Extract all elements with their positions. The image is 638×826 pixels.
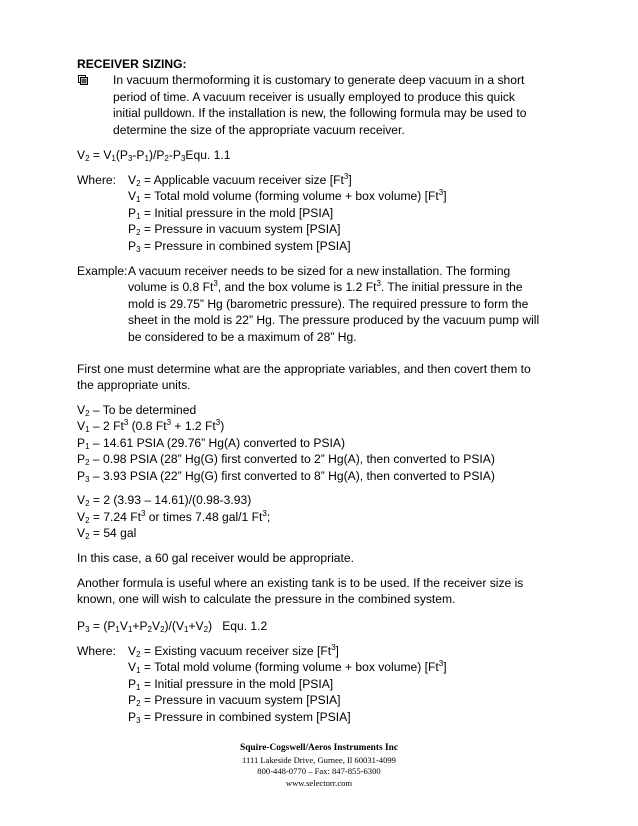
definition-line: $P_2$ = Pressure in vacuum system [PSIA] <box>128 222 341 237</box>
intro-line: In vacuum thermoforming it is customary to generate deep vacuum in a short <box>113 73 525 87</box>
intro-line: period of time. A vacuum receiver is usually employed to produce this quick <box>113 90 515 104</box>
where-label: Where: <box>77 173 116 187</box>
example-line: be considered to be a maximum of 28” Hg. <box>128 330 357 344</box>
definition-line: $P_3$ = Pressure in combined system [PSIA] <box>128 239 351 254</box>
footer-address: 1111 Lakeside Drive, Gurnee, Il 60031-4099 <box>242 754 396 765</box>
footer-company: Squire-Cogswell/Aeros Instruments Inc <box>240 743 398 753</box>
definition-line: $V_2$ = Existing vacuum receiver size [Ft$^3$] <box>128 643 339 659</box>
definition-line: $V_1$ = Total mold volume (forming volume + box volume) [Ft$^3$] <box>128 659 447 675</box>
variable-line: $P_2 - 0.98$ PSIA (28” Hg(G) first converted to 2” Hg(A), then converted to PSIA) <box>77 452 495 467</box>
calculation-line: $V_2 = 7.24$ Ft$^3$ or times 7.48 gal/1 Ft$^3$; <box>77 509 271 525</box>
definition-line: $V_2$ = Applicable vacuum receiver size [Ft$^3$] <box>128 172 352 188</box>
equation-1-2: $P_3 = (P_1V_1+P_2V_2)/(V_1+V_2)$ Equ. 1.2 <box>77 619 268 634</box>
equation-1-1: $V_2 = V_1(P_3-P_1)/P_2-P_3Equ$. 1.1 <box>77 148 231 163</box>
definition-line: $P_3$ = Pressure in combined system [PSIA] <box>128 710 351 725</box>
variable-line: $P_1 - 14.61$ PSIA (29.76” Hg(A) converted to PSIA) <box>77 436 345 451</box>
variable-line: $V_2$ – To be determined <box>77 403 197 418</box>
example-label: Example: <box>77 264 128 278</box>
definition-line: $P_1$ = Initial pressure in the mold [PSIA] <box>128 206 334 221</box>
paragraph-line: the appropriate units. <box>77 378 191 392</box>
section-heading: RECEIVER SIZING: <box>77 57 187 71</box>
footer-website: www.selectorr.com <box>285 777 353 788</box>
footer <box>0 743 638 789</box>
definition-line: $P_2$ = Pressure in vacuum system [PSIA] <box>128 693 341 708</box>
example-line: sheet in the mold is 22” Hg. The pressure produced by the vacuum pump will <box>128 313 540 327</box>
calculation-line: $V_2 = 54$ gal <box>77 526 137 541</box>
variable-line: $P_3 - 3.93$ PSIA (22” Hg(G) first converted to 8” Hg(A), then converted to PSIA) <box>77 469 495 484</box>
paragraph-line: known, one will wish to calculate the pressure in the combined system. <box>77 592 456 606</box>
checkbox-bullet-icon <box>78 75 88 85</box>
where-label: Where: <box>77 644 116 658</box>
calculation-line: $V_2 = 2$ (3.93 – 14.61)/(0.98-3.93) <box>77 493 252 508</box>
footer-phone: 800-448-0770 – Fax: 847-855-6300 <box>257 766 381 776</box>
example-line: volume is 0.8 Ft$^3$, and the box volume is 1.2 Ft$^3$. The initial pressure in the <box>128 279 523 294</box>
intro-line: initial pulldown. If the installation is new, the following formula may be used to <box>113 106 527 120</box>
example-line: A vacuum receiver needs to be sized for a new installation. The forming <box>128 264 511 278</box>
example-line: mold is 29.75” Hg (barometric pressure). The required pressure to form the <box>128 297 529 311</box>
paragraph-line: First one must determine what are the appropriate variables, and then covert them to <box>77 362 531 376</box>
intro-line: determine the size of the appropriate vacuum receiver. <box>113 123 405 137</box>
variable-line: $V_1 - 2$ Ft$^3$ (0.8 $Ft^3 + 1.2$ Ft$^3$) <box>77 418 225 434</box>
definition-line: $V_1$ = Total mold volume (forming volume + box volume) [Ft$^3$] <box>128 188 447 204</box>
paragraph-line: In this case, a 60 gal receiver would be appropriate. <box>77 551 354 565</box>
definition-line: $P_1$ = Initial pressure in the mold [PSIA] <box>128 677 334 692</box>
paragraph-line: Another formula is useful where an existing tank is to be used. If the receiver size is <box>77 576 524 590</box>
